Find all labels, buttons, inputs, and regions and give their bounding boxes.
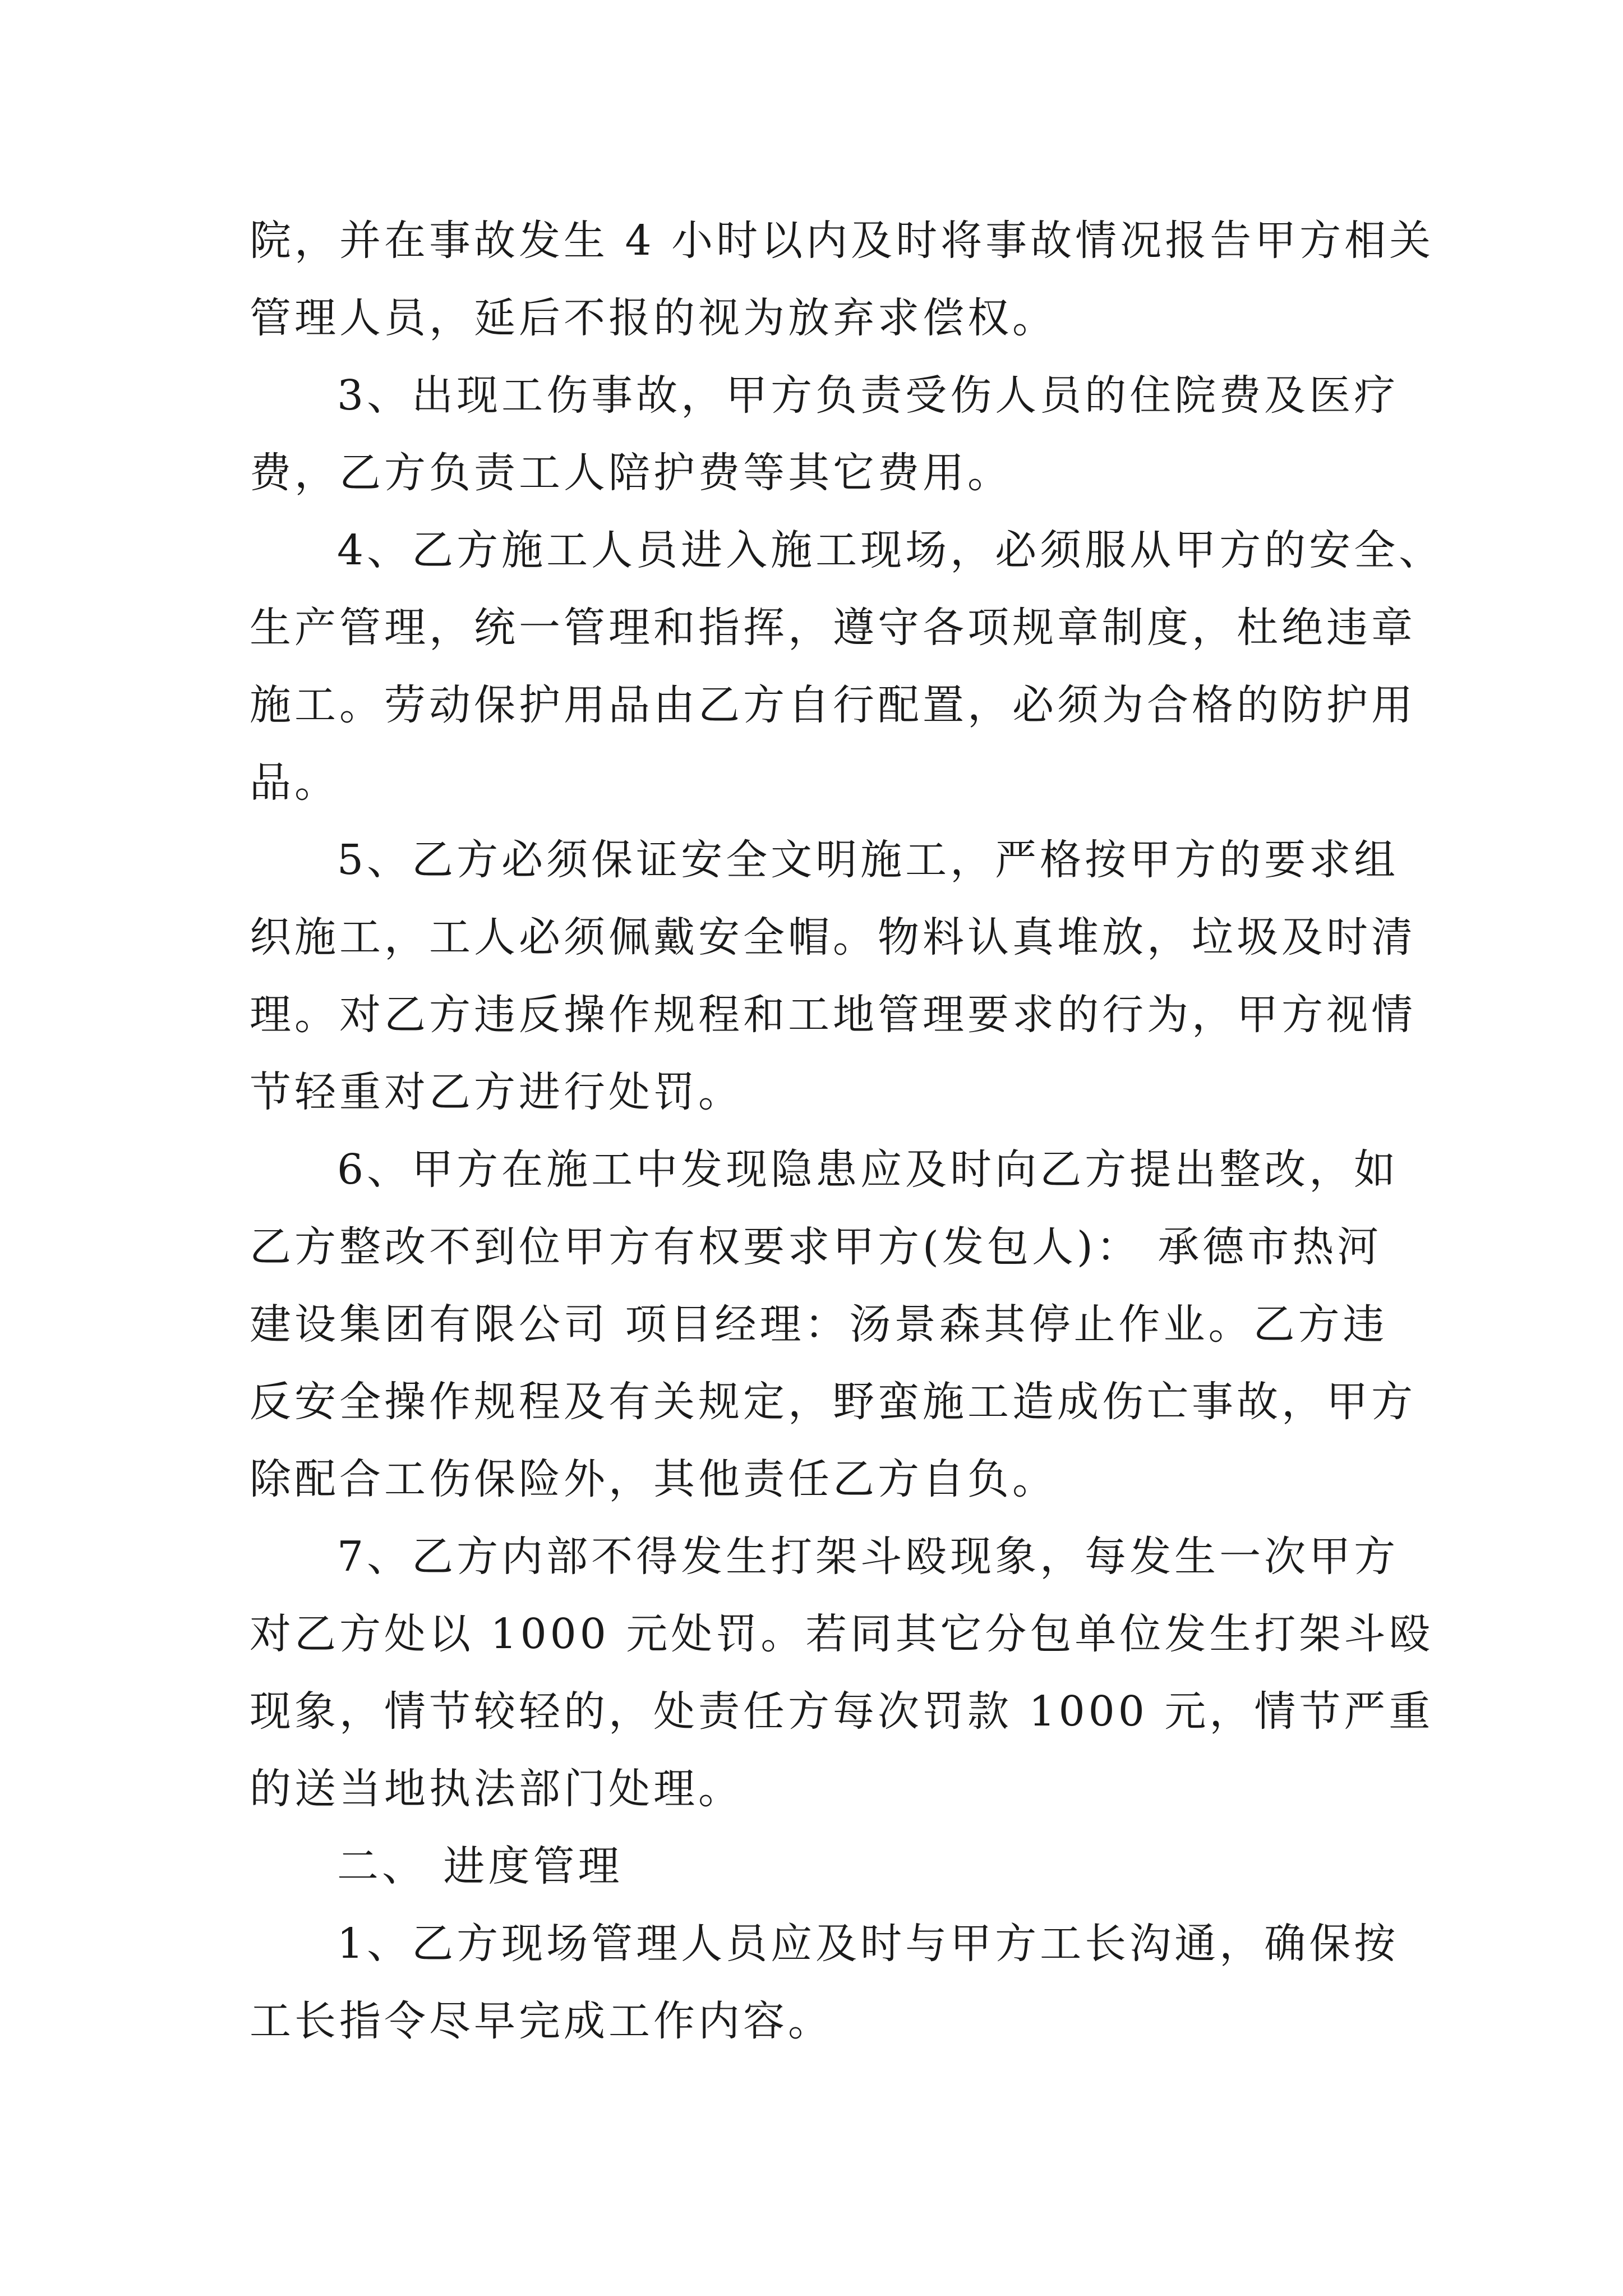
text-line: 4、乙方施工人员进入施工现场，必须服从甲方的安全、 bbox=[337, 526, 1444, 574]
text-line: 施工。劳动保护用品由乙方自行配置，必须为合格的防护用 bbox=[250, 681, 1416, 729]
text-line: 对乙方处以 1000 元处罚。若同其它分包单位发生打架斗殴 bbox=[250, 1610, 1434, 1658]
text-line: 管理人员，延后不报的视为放弃求偿权。 bbox=[250, 294, 1057, 342]
text-line: 生产管理，统一管理和指挥，遵守各项规章制度，杜绝违章 bbox=[250, 604, 1416, 652]
text-line: 院，并在事故发生 4 小时以内及时将事故情况报告甲方相关 bbox=[250, 217, 1435, 265]
text-line: 6、甲方在施工中发现隐患应及时向乙方提出整改，如 bbox=[337, 1145, 1399, 1194]
text-line: 现象，情节较轻的，处责任方每次罚款 1000 元，情节严重 bbox=[250, 1687, 1434, 1736]
text-line: 理。对乙方违反操作规程和工地管理要求的行为，甲方视情 bbox=[250, 991, 1416, 1039]
text-line: 织施工，工人必须佩戴安全帽。物料认真堆放，垃圾及时清 bbox=[250, 913, 1416, 961]
text-line: 节轻重对乙方进行处罚。 bbox=[250, 1068, 743, 1116]
text-line: 建设集团有限公司 项目经理：汤景森其停止作业。乙方违 bbox=[250, 1300, 1388, 1349]
text-line: 品。 bbox=[250, 758, 339, 807]
text-line: 7、乙方内部不得发生打架斗殴现象，每发生一次甲方 bbox=[337, 1533, 1399, 1581]
text-line: 乙方整改不到位甲方有权要求甲方(发包人)： 承德市热河 bbox=[250, 1223, 1382, 1271]
text-line: 费，乙方负责工人陪护费等其它费用。 bbox=[250, 449, 1012, 497]
text-line: 3、出现工伤事故，甲方负责受伤人员的住院费及医疗 bbox=[337, 371, 1399, 420]
text-line: 反安全操作规程及有关规定，野蛮施工造成伤亡事故，甲方 bbox=[250, 1378, 1416, 1426]
text-line: 5、乙方必须保证安全文明施工，严格按甲方的要求组 bbox=[337, 836, 1399, 884]
text-line: 的送当地执法部门处理。 bbox=[250, 1765, 743, 1813]
text-line: 工长指令尽早完成工作内容。 bbox=[250, 1997, 833, 2045]
text-line: 二、 进度管理 bbox=[337, 1842, 623, 1890]
document-body bbox=[250, 202, 1444, 2060]
text-line: 除配合工伤保险外，其他责任乙方自负。 bbox=[250, 1455, 1057, 1503]
text-line: 1、乙方现场管理人员应及时与甲方工长沟通，确保按 bbox=[337, 1920, 1399, 1968]
